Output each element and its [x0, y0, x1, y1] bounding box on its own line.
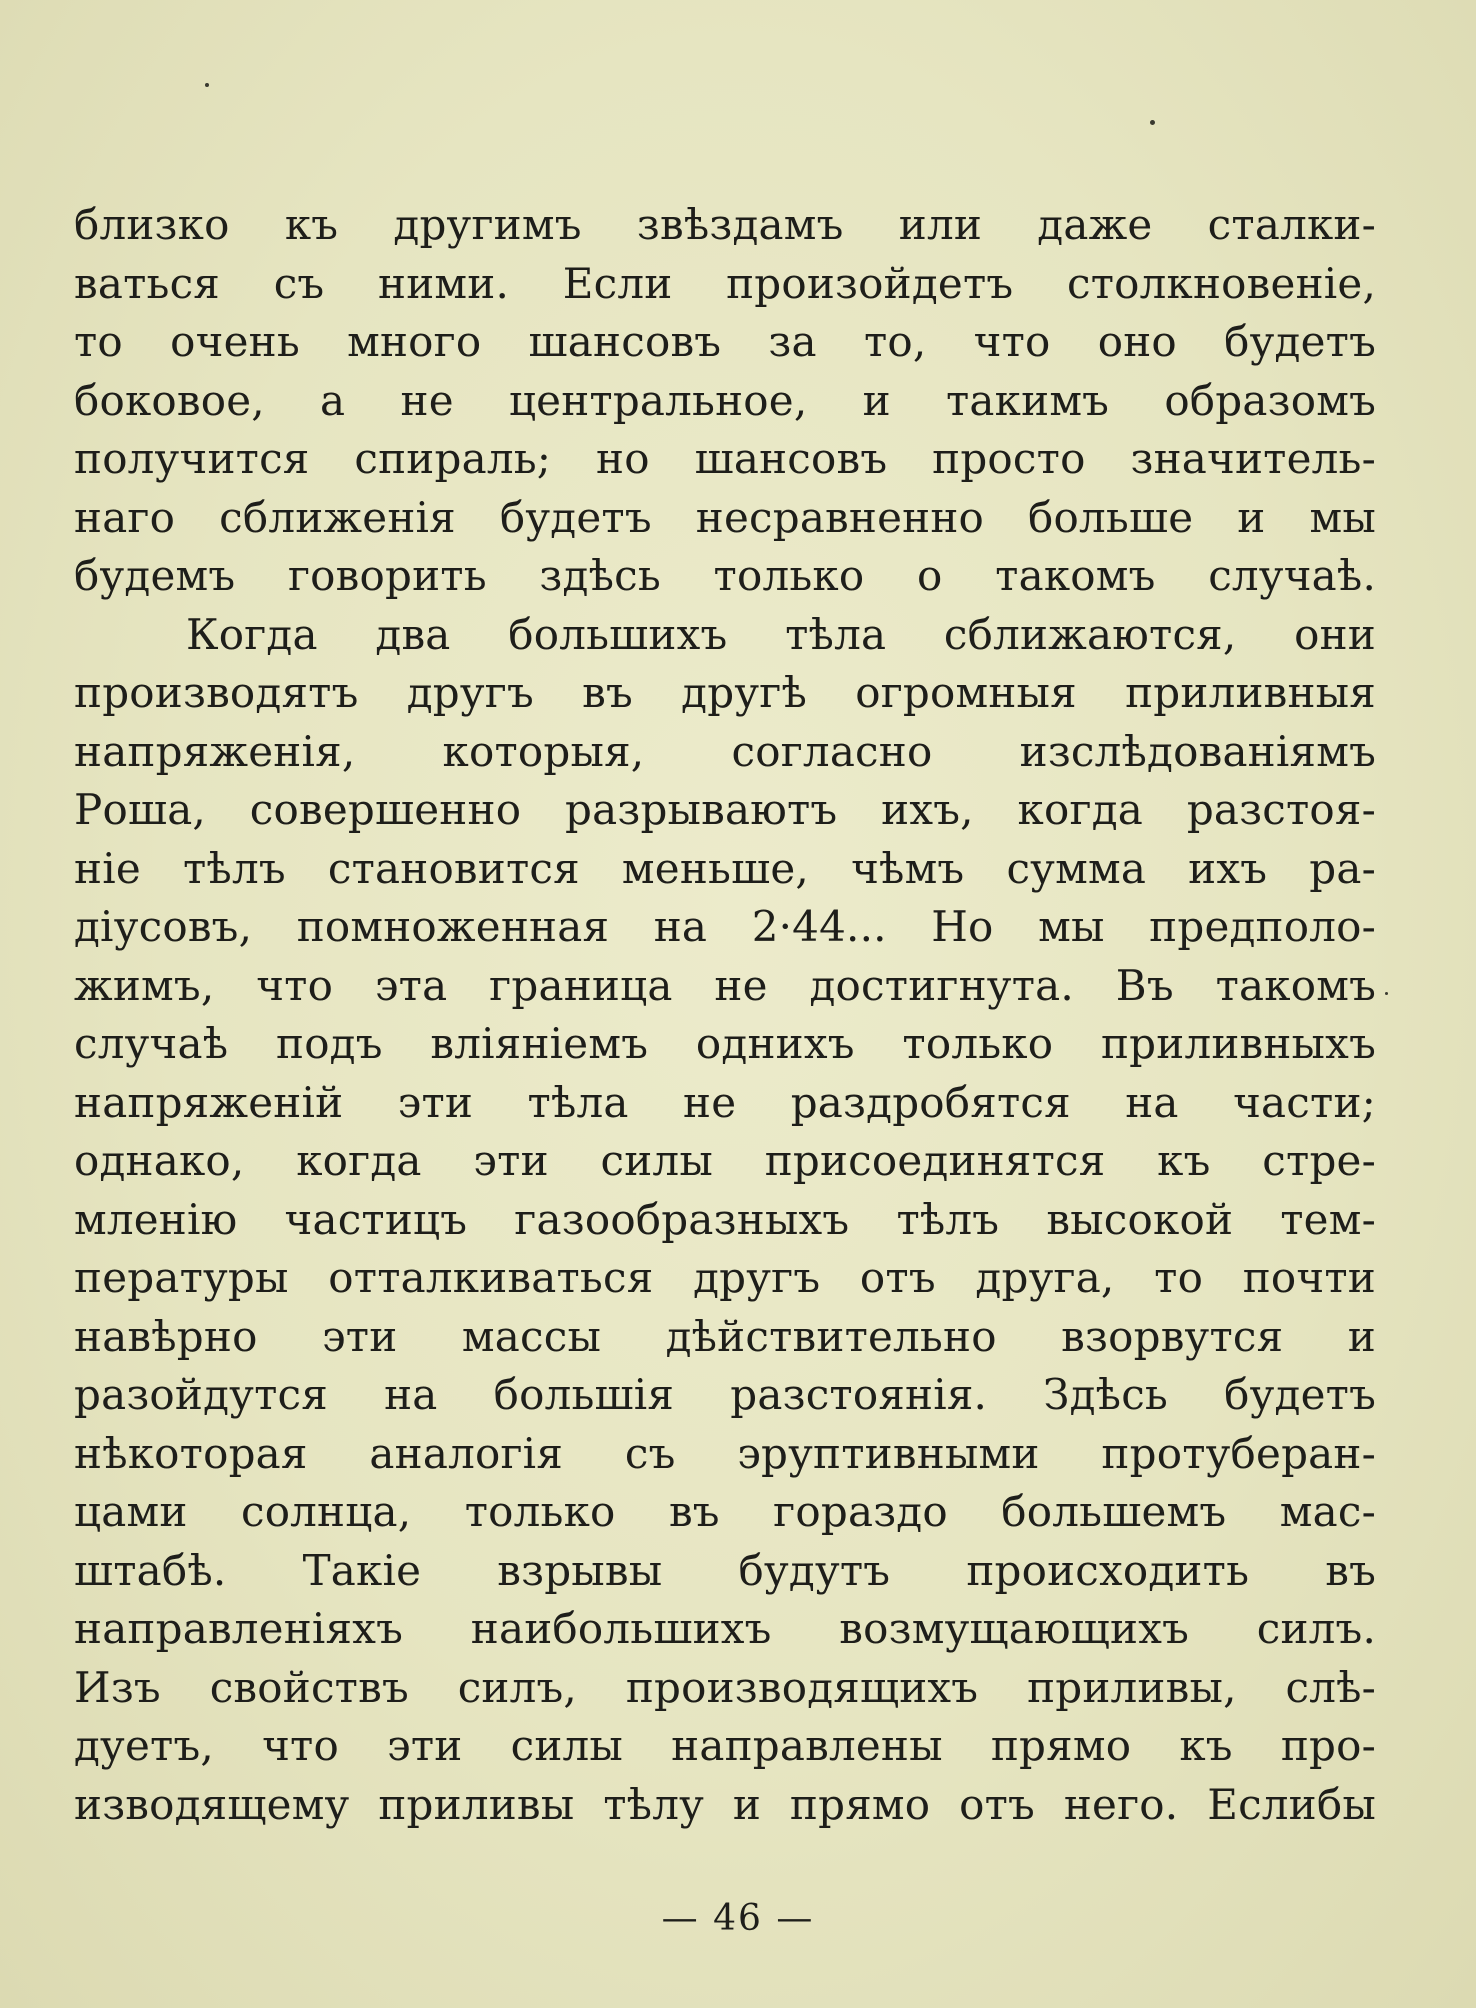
paper-speck: [205, 83, 209, 87]
text-line: разойдутся на большія разстоянія. Здѣсь будетъ: [74, 1370, 1376, 1419]
text-line: жимъ, что эта граница не достигнута. Въ такомъ: [74, 960, 1376, 1010]
text-line: ніе тѣлъ становится меньше, чѣмъ сумма ихъ ра-: [74, 843, 1376, 893]
text-line: получится спираль; но шансовъ просто значитель-: [74, 434, 1376, 483]
text-line: случаѣ подъ вліяніемъ однихъ только приливныхъ: [74, 1019, 1376, 1068]
text-line: штабѣ. Такіе взрывы будутъ происходить въ: [74, 1545, 1376, 1595]
text-line: близко къ другимъ звѣздамъ или даже сталки-: [74, 200, 1376, 249]
text-line: навѣрно эти массы дѣйствительно взорвутся и: [74, 1311, 1376, 1361]
text-line: изводящему приливы тѣлу и прямо отъ него. Еслибы: [74, 1779, 1376, 1829]
text-line: наго сближенія будетъ несравненно больше и мы: [74, 492, 1376, 542]
text-line: боковое, а не центральное, и такимъ образомъ: [74, 375, 1376, 425]
text-line: напряженія, которыя, согласно изслѣдованіямъ: [74, 726, 1376, 776]
text-line: нѣкоторая аналогія съ эруптивными протуберан-: [74, 1428, 1376, 1478]
text-line: будемъ говорить здѣсь только о такомъ случаѣ.: [74, 551, 1376, 600]
text-line: направленіяхъ наибольшихъ возмущающихъ силъ.: [74, 1604, 1376, 1653]
text-line: Роша, совершенно разрываютъ ихъ, когда разстоя-: [74, 785, 1376, 834]
text-line: напряженій эти тѣла не раздробятся на части;: [74, 1077, 1376, 1127]
text-line: Изъ свойствъ силъ, производящихъ приливы, слѣ-: [74, 1662, 1376, 1712]
text-line: однако, когда эти силы присоединятся къ стре-: [74, 1136, 1376, 1185]
paper-speck: [1150, 120, 1155, 125]
text-line: діусовъ, помноженная на 2·44... Но мы предполо-: [74, 902, 1376, 951]
text-line: мленію частицъ газообразныхъ тѣлъ высокой тем-: [74, 1194, 1376, 1244]
text-line: производятъ другъ въ другѣ огромныя приливныя: [74, 668, 1376, 717]
paper-speck: [1385, 992, 1388, 995]
text-line: ваться съ ними. Если произойдетъ столкновеніе,: [74, 258, 1376, 308]
text-line: цами солнца, только въ гораздо большемъ мас-: [74, 1487, 1376, 1536]
body-text: [74, 196, 1376, 1834]
text-line: пературы отталкиваться другъ отъ друга, то почти: [74, 1253, 1376, 1302]
text-line: дуетъ, что эти силы направлены прямо къ про-: [74, 1721, 1376, 1770]
text-line-paragraph-start: Когда два большихъ тѣла сближаются, они: [186, 609, 1376, 659]
page-number: — 46 —: [661, 1898, 815, 1939]
text-line: то очень много шансовъ за то, что оно будетъ: [74, 317, 1376, 366]
